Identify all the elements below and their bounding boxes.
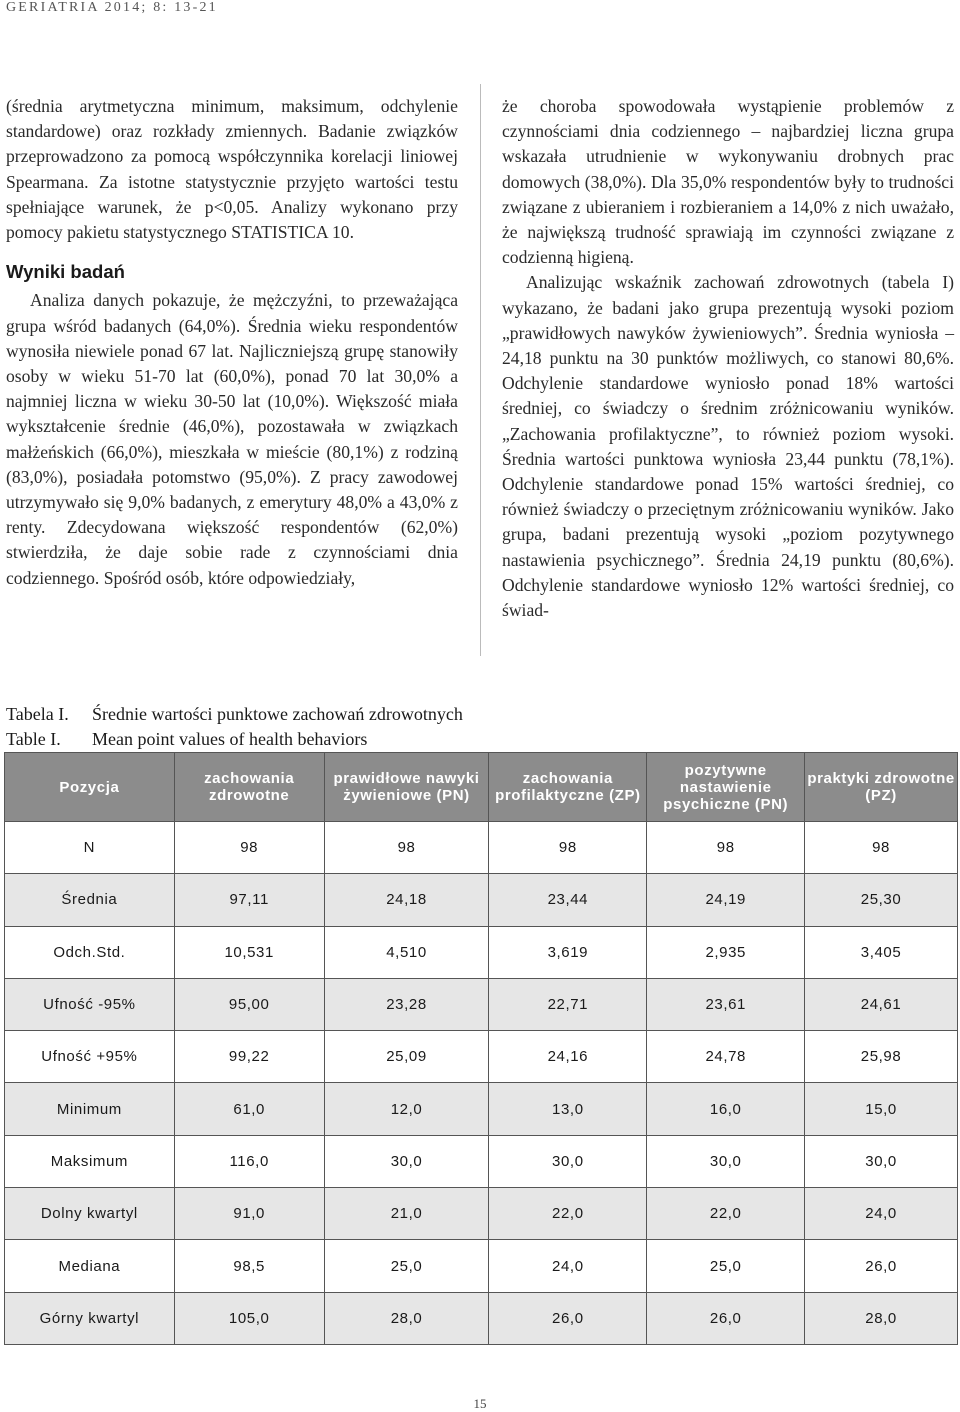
- table-row: [5, 926, 958, 978]
- table-row: [5, 978, 958, 1030]
- table-cell: 105,0: [174, 1292, 324, 1344]
- table-cell: 98: [324, 822, 489, 874]
- table-cell: Ufność +95%: [5, 1031, 175, 1083]
- table-row: [5, 1292, 958, 1344]
- table-cell: 25,0: [647, 1240, 805, 1292]
- table-cell: 13,0: [489, 1083, 647, 1135]
- table-cell: 116,0: [174, 1135, 324, 1187]
- table-header-cell: zachowania profilaktyczne (ZP): [489, 753, 647, 822]
- table-cell: 24,61: [805, 978, 958, 1030]
- table-cell: 3,405: [805, 926, 958, 978]
- table-cell: 23,28: [324, 978, 489, 1030]
- table-cell: 98: [647, 822, 805, 874]
- health-behaviors-table: [4, 752, 958, 1345]
- table-header-row: [5, 753, 958, 822]
- table-cell: 98,5: [174, 1240, 324, 1292]
- table-cell: 24,16: [489, 1031, 647, 1083]
- table-cell: 99,22: [174, 1031, 324, 1083]
- table-cell: 22,0: [489, 1188, 647, 1240]
- table-cell: 24,78: [647, 1031, 805, 1083]
- table-cell: 26,0: [647, 1292, 805, 1344]
- table-body: [5, 822, 958, 1345]
- table-cell: 25,98: [805, 1031, 958, 1083]
- table-cell: 25,30: [805, 874, 958, 926]
- right-column: [502, 94, 954, 623]
- table-cell: Maksimum: [5, 1135, 175, 1187]
- table-cell: N: [5, 822, 175, 874]
- table-cell: 98: [174, 822, 324, 874]
- column-divider: [480, 84, 481, 656]
- results-continuation-paragraph: że choroba spowodowała wystąpienie problemów z czynnościami dnia codziennego – najbardziej liczna grupa wskazała utrudnienie w wykonywaniu drobnych prac domowych (38,0%). Dla 35,0% respondentów były to trudności związane z ubieraniem i rozbieraniem a 14,0% z nich uważało, że największą trudność sprawiają im czynności związane z codzienną higieną.: [502, 96, 954, 268]
- table-cell: Dolny kwartyl: [5, 1188, 175, 1240]
- table-row: [5, 1083, 958, 1135]
- table-cell: 12,0: [324, 1083, 489, 1135]
- table-caption: [6, 702, 463, 752]
- table-cell: 30,0: [489, 1135, 647, 1187]
- table-cell: 23,44: [489, 874, 647, 926]
- table-cell: 24,0: [489, 1240, 647, 1292]
- table-cell: 97,11: [174, 874, 324, 926]
- health-behavior-paragraph: Analizując wskaźnik zachowań zdrowotnych (tabela I) wykazano, że badani jako grupa prezentują wysoki poziom „prawidłowych nawyków żywieniowych”. Średnia wyniosła – 24,18 punktu na 30 punktów możliwych, co stanowi 80,6%. Odchylenie standardowe wyniosło ponad 18% wartości średniej, co świadczy o średnim zróżnicowaniu wyników. „Zachowania profilaktyczne”, to również poziom wysoki. Średnia wartości punktowa wyniosła 23,44 punktu (78,1%). Odchylenie standardowe ponad 15% wartości średniej, co również świadczy o przeciętnym zróżnicowaniu wyników. Jako grupa, badani prezentują wysoki „poziom pozytywnego nastawienia psychicznego”. Średnia 24,19 punktu (80,6%). Odchylenie standardowe wyniosło 12% wartości średniej, co świad-: [502, 272, 954, 621]
- table-cell: 30,0: [805, 1135, 958, 1187]
- table-cell: 2,935: [647, 926, 805, 978]
- table-cell: 95,00: [174, 978, 324, 1030]
- page-number: 15: [473, 1396, 487, 1411]
- caption-polish: [6, 702, 463, 727]
- table-cell: 4,510: [324, 926, 489, 978]
- section-heading-results: Wyniki badań: [6, 261, 125, 283]
- table-row: [5, 1135, 958, 1187]
- running-head: GERIATRIA 2014; 8: 13-21: [6, 0, 218, 15]
- table-cell: 98: [489, 822, 647, 874]
- table-cell: 28,0: [805, 1292, 958, 1344]
- table-cell: 26,0: [489, 1292, 647, 1344]
- table-header-cell: zachowania zdrowotne: [174, 753, 324, 822]
- table-cell: 98: [805, 822, 958, 874]
- table-cell: 24,0: [805, 1188, 958, 1240]
- table-row: [5, 1031, 958, 1083]
- table-cell: Ufność -95%: [5, 978, 175, 1030]
- table-row: [5, 874, 958, 926]
- caption-english-title: Mean point values of health behaviors: [92, 729, 368, 749]
- table-cell: 21,0: [324, 1188, 489, 1240]
- table-row: [5, 1240, 958, 1292]
- caption-polish-title: Średnie wartości punktowe zachowań zdrowotnych: [92, 704, 463, 724]
- table-cell: Minimum: [5, 1083, 175, 1135]
- table-cell: 3,619: [489, 926, 647, 978]
- table-cell: 28,0: [324, 1292, 489, 1344]
- table-cell: 26,0: [805, 1240, 958, 1292]
- table-cell: 22,71: [489, 978, 647, 1030]
- table-cell: 30,0: [647, 1135, 805, 1187]
- table-cell: 61,0: [174, 1083, 324, 1135]
- table-cell: 25,09: [324, 1031, 489, 1083]
- table-cell: 15,0: [805, 1083, 958, 1135]
- table-header-cell: prawidłowe nawyki żywieniowe (PN): [324, 753, 489, 822]
- caption-english: [6, 727, 463, 752]
- table-header-cell: Pozycja: [5, 753, 175, 822]
- table-cell: 24,18: [324, 874, 489, 926]
- table-cell: 24,19: [647, 874, 805, 926]
- table-cell: 25,0: [324, 1240, 489, 1292]
- table-cell: Mediana: [5, 1240, 175, 1292]
- caption-polish-label: Tabela I.: [6, 704, 69, 724]
- table-cell: Górny kwartyl: [5, 1292, 175, 1344]
- table-row: [5, 1188, 958, 1240]
- table-cell: Średnia: [5, 874, 175, 926]
- table-cell: Odch.Std.: [5, 926, 175, 978]
- table-cell: 22,0: [647, 1188, 805, 1240]
- caption-english-label: Table I.: [6, 729, 61, 749]
- left-column: [6, 94, 458, 591]
- table-cell: 23,61: [647, 978, 805, 1030]
- table-cell: 16,0: [647, 1083, 805, 1135]
- table-cell: 30,0: [324, 1135, 489, 1187]
- table-cell: 10,531: [174, 926, 324, 978]
- table-header-cell: pozytywne nastawienie psychiczne (PN): [647, 753, 805, 822]
- table-cell: 91,0: [174, 1188, 324, 1240]
- methods-paragraph: (średnia arytmetyczna minimum, maksimum, odchylenie standardowe) oraz rozkłady zmiennych. Badanie związków przeprowadzono za pomocą współczynnika korelacji liniowej Spearmana. Za istotne statystycznie przyjęto wartości testu spełniające warunek, że p<0,05. Analizy wykonano przy pomocy pakietu statystycznego STATISTICA 10.: [6, 96, 458, 243]
- table-row: [5, 822, 958, 874]
- table-header: [5, 753, 958, 822]
- table-header-cell: praktyki zdrowotne (PZ): [805, 753, 958, 822]
- results-paragraph: Analiza danych pokazuje, że mężczyźni, to przeważająca grupa wśród badanych (64,0%). Średnia wieku respondentów wynosiła niewiele ponad 67 lat. Najliczniejszą grupę stanowiły osoby w wieku 51-70 lat (60,0%), ponad 70 lat 30,0% a najmniej liczna w wieku 30-50 lat (10,0%). Większość miała wykształcenie średnie (46,0%), pozostawała w związkach małżeńskich (66,0%), mieszkała w mieście (80,1%) z rodziną (83,0%), posiadała potomstwo (95,0%). Z pracy zawodowej utrzymywało się 9,0% badanych, z emerytury 48,0% a 43,0% z renty. Zdecydowana większość respondentów (62,0%) stwierdziła, że daje sobie rade z czynnościami dnia codziennego. Spośród osób, które odpowiedziały,: [6, 290, 458, 588]
